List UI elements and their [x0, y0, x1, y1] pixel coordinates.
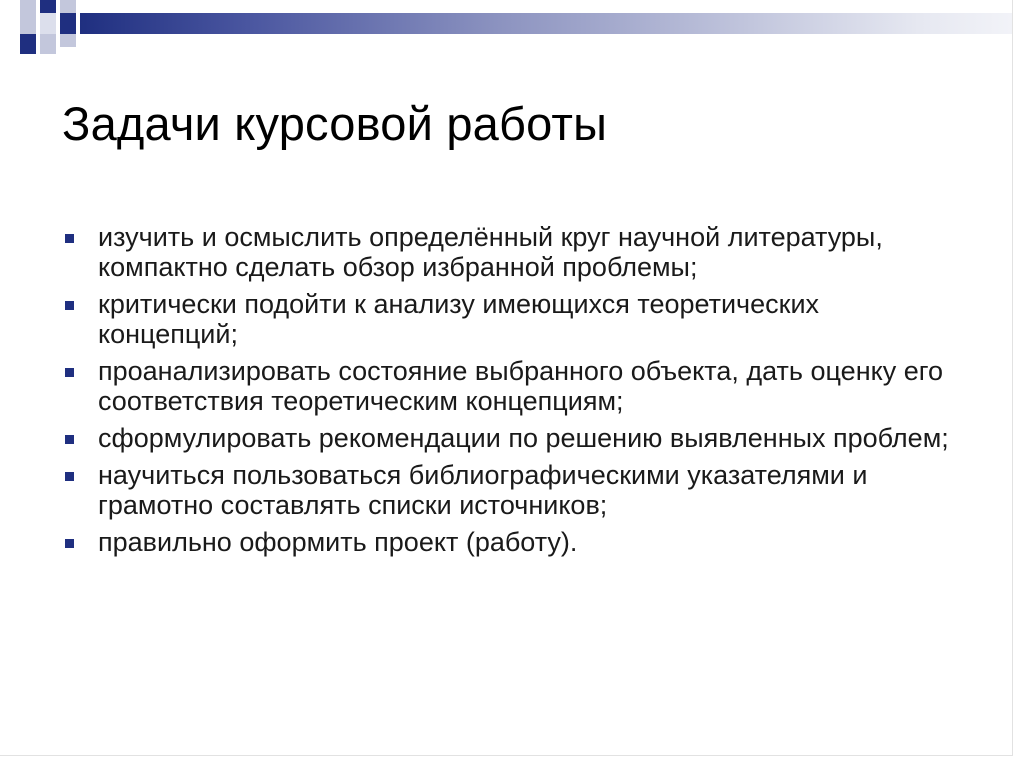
list-item — [62, 356, 962, 416]
list-item — [62, 460, 962, 520]
list-item — [62, 222, 962, 282]
decor-square — [40, 13, 56, 34]
square-bullet-icon — [65, 368, 74, 377]
decor-square — [60, 34, 76, 47]
list-item — [62, 423, 962, 453]
decor-square — [60, 0, 76, 13]
decor-square — [40, 34, 56, 54]
square-bullet-icon — [65, 539, 74, 548]
list-item-text: критически подойти к анализу имеющихся теоретических концепций; — [98, 289, 820, 349]
square-bullet-icon — [65, 435, 74, 444]
header-gradient-bar — [80, 13, 1012, 34]
list-item-text: проанализировать состояние выбранного объекта, дать оценку его соответствия теоретическим концепциям; — [98, 356, 944, 416]
decor-square — [20, 34, 36, 54]
list-item-text: изучить и осмыслить определённый круг научной литературы, компактно сделать обзор избранной проблемы; — [98, 222, 883, 282]
list-item — [62, 289, 962, 349]
decor-square — [20, 13, 36, 34]
decor-square — [40, 0, 56, 13]
bullet-list — [62, 222, 962, 564]
list-item-text: правильно оформить проект (работу). — [98, 527, 578, 557]
decor-square — [20, 0, 36, 13]
square-bullet-icon — [65, 301, 74, 310]
slide-title: Задачи курсовой работы — [62, 97, 608, 150]
decor-square — [60, 13, 76, 34]
list-item-text: сформулировать рекомендации по решению выявленных проблем; — [98, 423, 949, 453]
square-bullet-icon — [65, 234, 74, 243]
list-item-text: научиться пользоваться библиографическими указателями и грамотно составлять списки источников; — [98, 460, 868, 520]
square-bullet-icon — [65, 472, 74, 481]
list-item — [62, 527, 962, 557]
